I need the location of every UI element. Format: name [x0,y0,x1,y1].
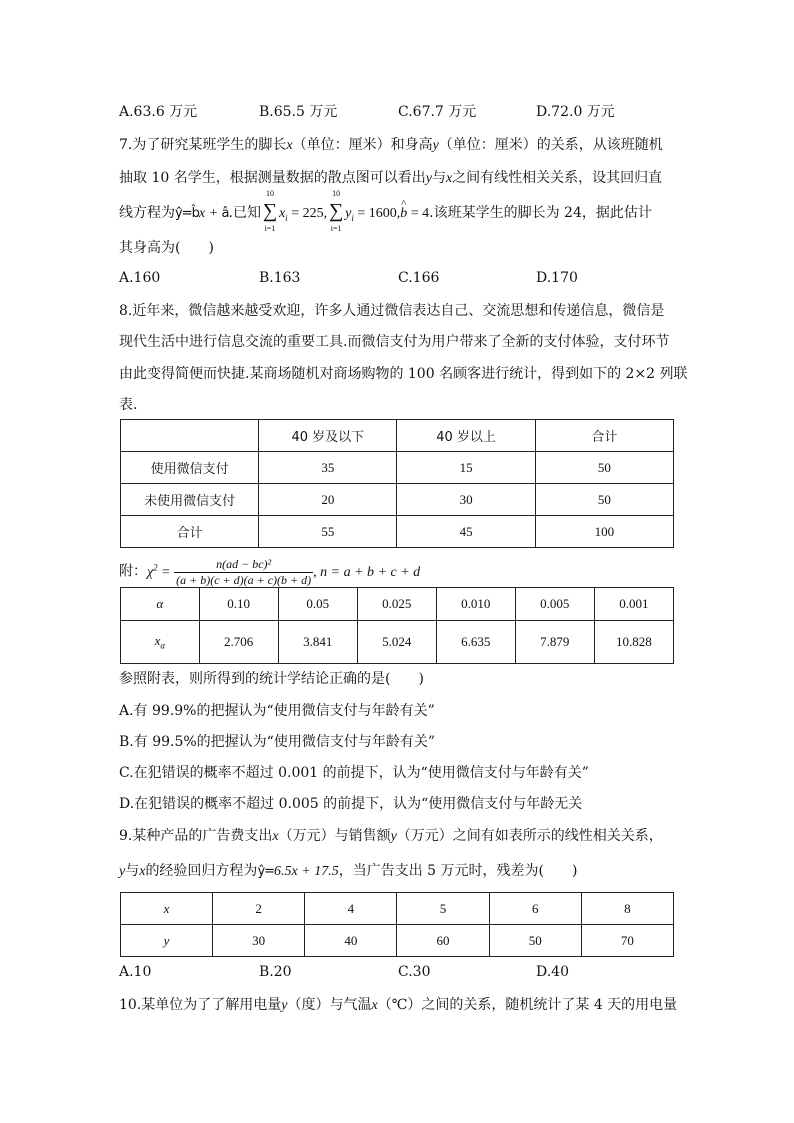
q8-option-a: A.有 99.9%的把握认为“使用微信支付与年龄有关” [119,703,435,719]
critical-value-table [120,587,674,664]
garbled-yhat-glyph: ŷ= [175,206,192,221]
q6-option-c: C.67.7 万元 [398,104,477,120]
chi-square-formula: 附：$\chi^2$ = $\frac{\text{n(ad − bc)²}}{(a + b)(c + d)(a + c)(b + d)}$ , n = a + b + c + d [119,556,421,587]
table-cell: 5.024 [357,621,436,664]
table-cell: 30 [397,484,535,516]
table-cell: 3.841 [278,621,357,664]
table-cell: 45 [397,516,535,548]
table-cell: y [121,925,213,957]
q7-line-2: 抽取 10 名学生，根据测量数据的散点图可以看出y与x之间有线性相关关系，设其回归直 [119,170,663,186]
q10-line-1: 10.某单位为了了解用电量y（度）与气温x（℃）之间的关系，随机统计了某 4 天的用电量 [119,997,678,1013]
table-cell: 0.05 [278,588,357,621]
table-cell: 40 岁及以下 [259,420,397,452]
table-cell: 100 [535,516,673,548]
table-cell: 合计 [535,420,673,452]
table-cell: 55 [259,516,397,548]
table-cell: 40 [305,925,397,957]
q6-option-d: D.72.0 万元 [536,104,615,120]
table-row [121,893,674,925]
table-cell: 0.005 [515,588,594,621]
q7-option-b: B.163 [259,270,301,286]
table-cell: α [121,588,200,621]
table-cell: $x_\alpha$ [121,621,200,664]
table-cell: 60 [397,925,489,957]
q9-line-2: y与x的经验回归方程为ŷ=6.5x + 17.5，当广告支出 5 万元时，残差为( ) [119,863,578,879]
table-cell: 20 [259,484,397,516]
q8-question: 参照附表，则所得到的统计学结论正确的是( ) [119,671,424,687]
table-cell: 35 [259,452,397,484]
table-cell: 5 [397,893,489,925]
table-cell: 40 岁以上 [397,420,535,452]
table-cell: 30 [213,925,305,957]
table-row [121,621,674,664]
table-cell: 2 [213,893,305,925]
q7-line-3: 线方程为ŷ=b̂x + â.已知 10 ∑ i=1 $x_i = 225$, 10 ∑ i=1 $y_i$ = 1600,^ b = 4.该班某学生的脚长为 24，据此估计 [119,201,652,228]
q8-line-2: 现代生活中进行信息交流的重要工具.而微信支付为用户带来了全新的支付体验，支付环节 [119,334,670,350]
table-cell: 70 [581,925,673,957]
q6-option-a: A.63.6 万元 [119,104,198,120]
q7-option-d: D.170 [536,270,578,286]
table-cell: 合计 [121,516,259,548]
q8-line-4: 表. [119,397,138,413]
table-cell: 50 [489,925,581,957]
table-cell: 50 [535,484,673,516]
summation-2: 10 ∑ i=1 [328,189,344,233]
table-cell: 8 [581,893,673,925]
table-cell: 0.025 [357,588,436,621]
table-cell: 10.828 [594,621,673,664]
garbled-yhat-glyph: ŷ= [257,864,275,879]
table-cell [121,420,259,452]
contingency-table [120,419,674,548]
table-row [121,484,674,516]
table-cell: 4 [305,893,397,925]
table-row [121,452,674,484]
table-cell: 7.879 [515,621,594,664]
table-cell: 0.10 [199,588,278,621]
table-cell: 15 [397,452,535,484]
q7-option-a: A.160 [119,270,161,286]
q9-option-a: A.10 [119,964,152,980]
q8-option-d: D.在犯错误的概率不超过 0.005 的前提下，认为“使用微信支付与年龄无关 [119,796,583,812]
table-cell: x [121,893,213,925]
table-cell: 2.706 [199,621,278,664]
table-cell: 使用微信支付 [121,452,259,484]
q9-option-d: D.40 [536,964,569,980]
table-cell: 6 [489,893,581,925]
q6-option-b: B.65.5 万元 [259,104,338,120]
q9-line-1: 9.某种产品的广告费支出x（万元）与销售额y（万元）之间有如表所示的线性相关关系， [119,828,663,844]
q8-option-c: C.在犯错误的概率不超过 0.001 的前提下，认为“使用微信支付与年龄有关” [119,765,589,781]
table-row [121,516,674,548]
table-cell: 50 [535,452,673,484]
q9-option-c: C.30 [398,964,431,980]
contingency-header-row [121,420,674,452]
q9-option-b: B.20 [259,964,292,980]
table-cell: 6.635 [436,621,515,664]
xy-data-table [120,892,674,957]
q7-line-1: 7.为了研究某班学生的脚长x（单位：厘米）和身高y（单位：厘米）的关系，从该班随机 [119,137,663,153]
summation-1: 10 ∑ i=1 [262,189,278,233]
q8-line-1: 8.近年来，微信越来越受欢迎，许多人通过微信表达自己、交流思想和传递信息，微信是 [119,303,665,319]
q8-line-3: 由此变得简便而快捷.某商场随机对商场购物的 100 名顾客进行统计，得到如下的 2×2 列联 [119,366,688,382]
table-cell: 未使用微信支付 [121,484,259,516]
table-cell: 0.010 [436,588,515,621]
table-row [121,588,674,621]
table-cell: 0.001 [594,588,673,621]
q8-option-b: B.有 99.5%的把握认为“使用微信支付与年龄有关” [119,734,435,750]
q7-line-4: 其身高为( ) [119,240,214,256]
table-row [121,925,674,957]
q7-option-c: C.166 [398,270,440,286]
